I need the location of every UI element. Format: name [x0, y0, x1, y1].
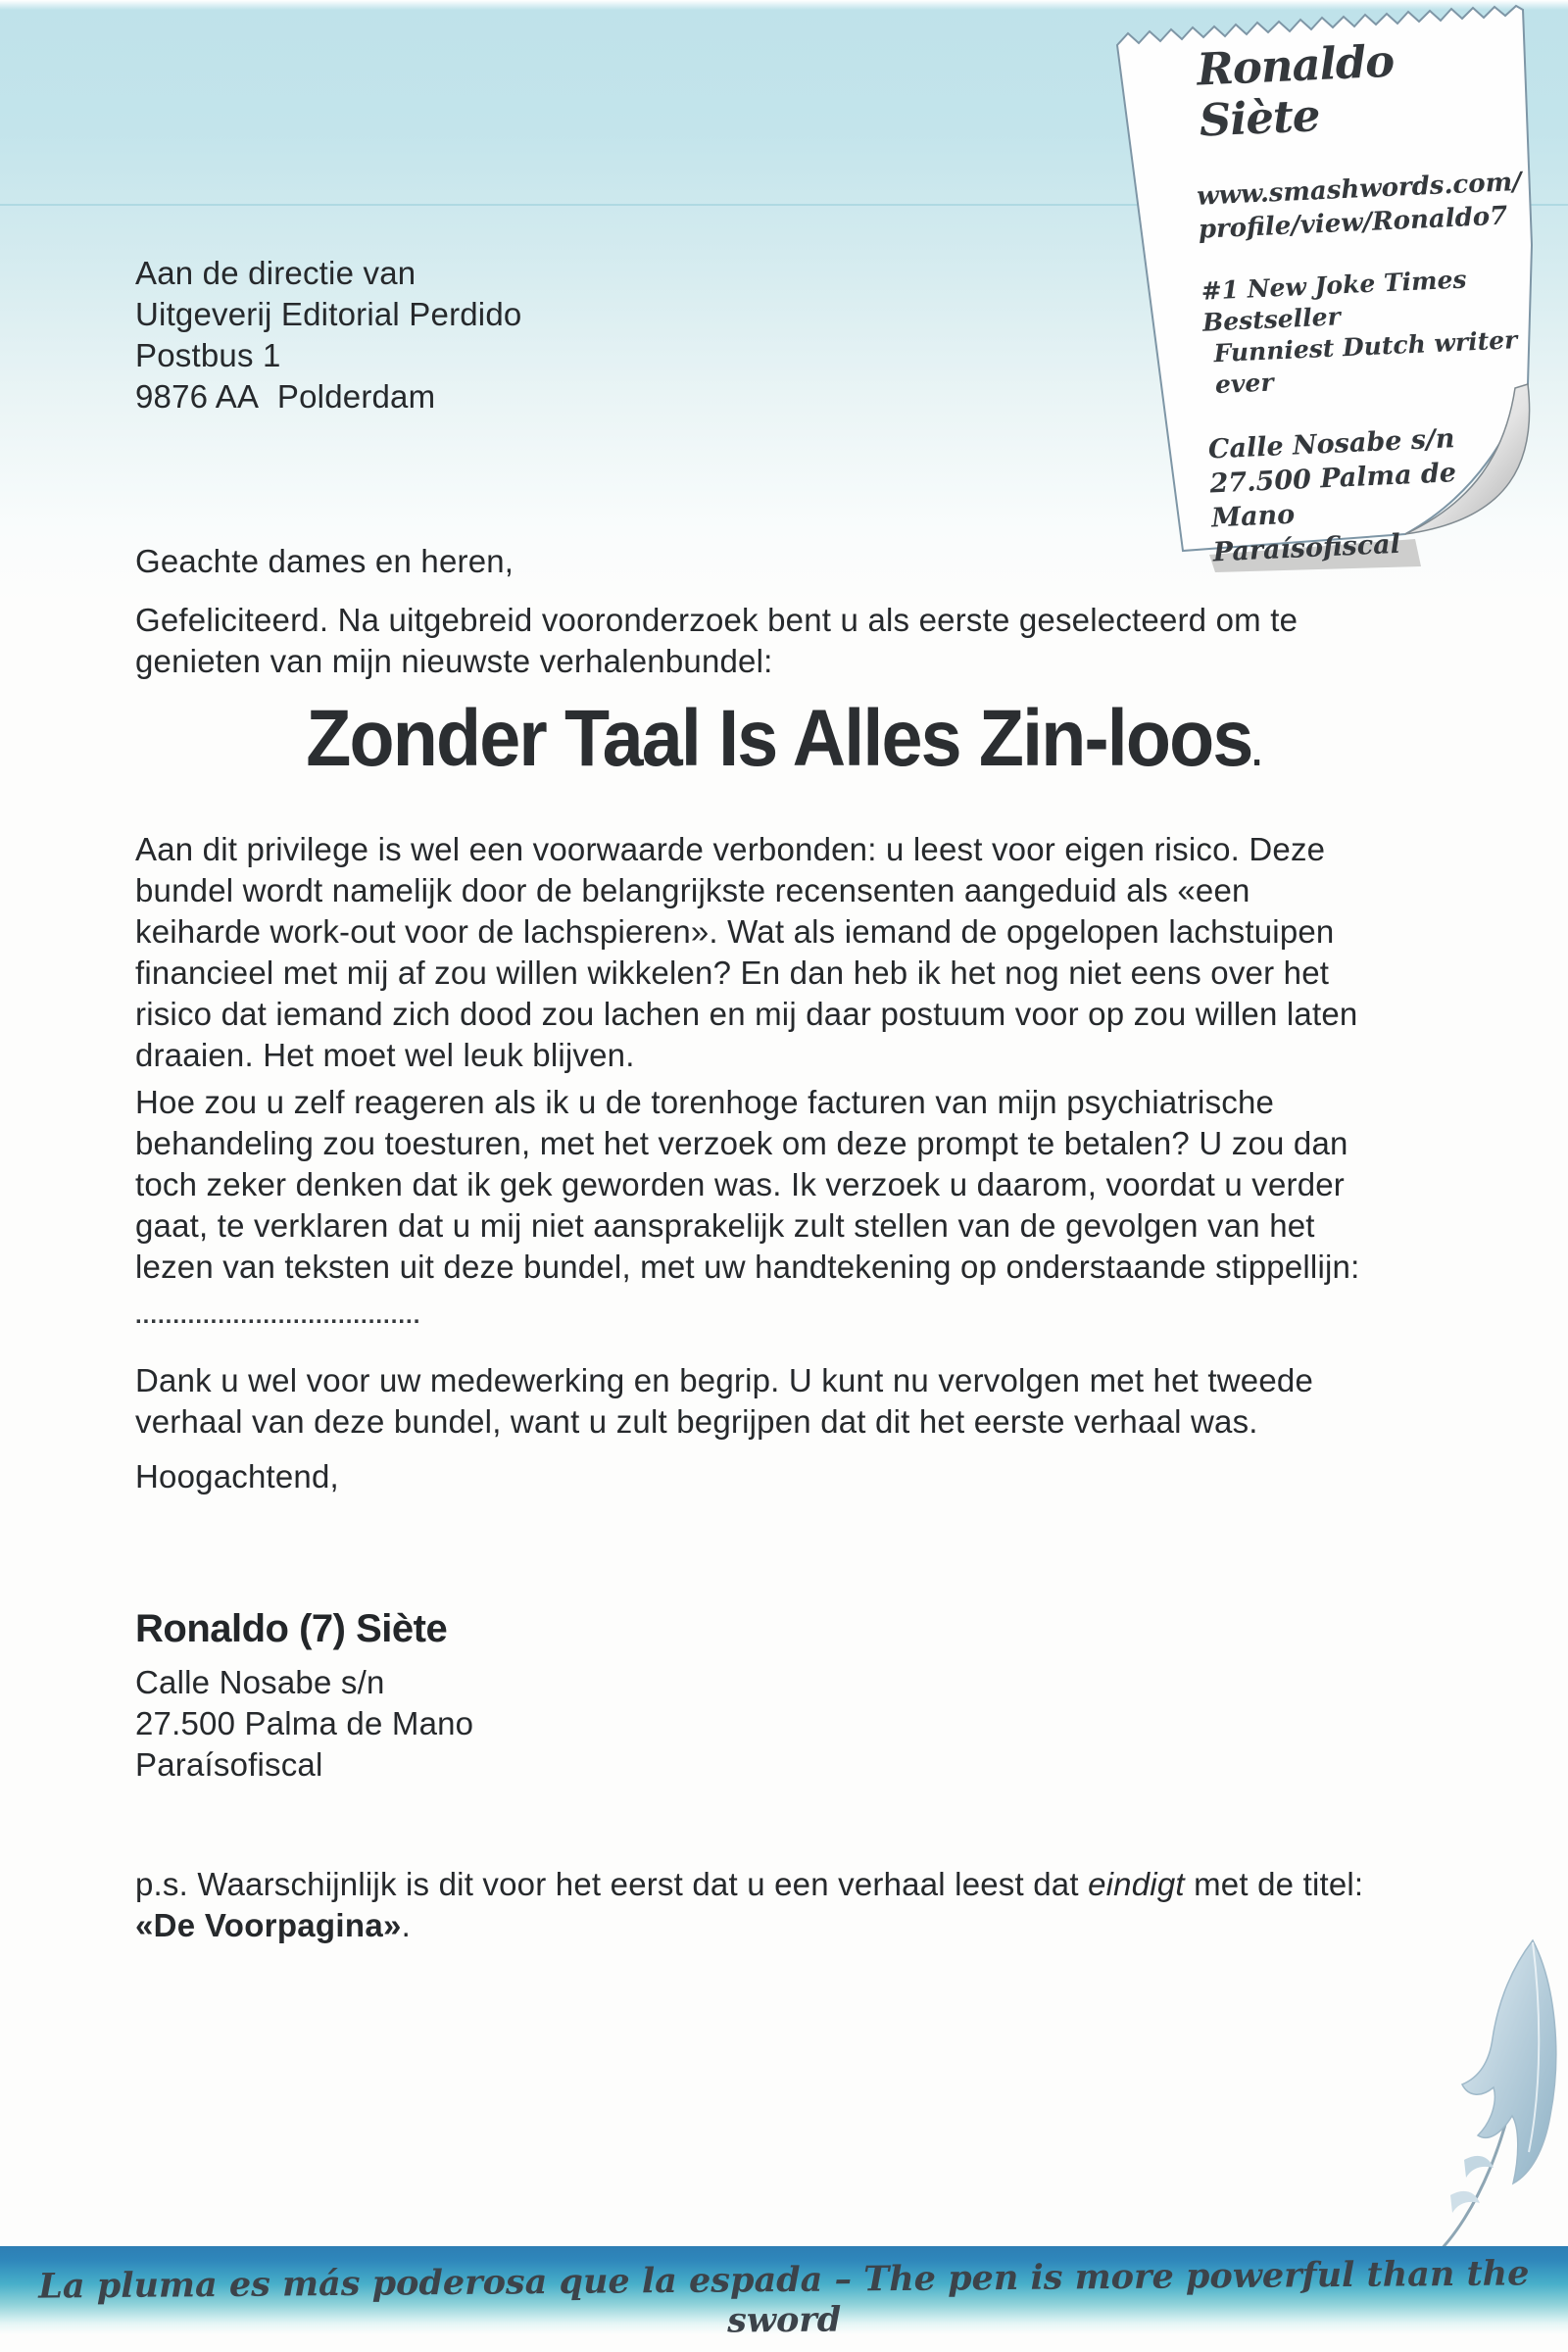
note-tagline-1: #1 New Joke Times Bestseller	[1200, 265, 1468, 337]
notepaper-text	[1190, 24, 1546, 570]
ps-suffix: met de titel:	[1184, 1866, 1364, 1902]
book-title-text: Zonder Taal Is Alles Zin-loos	[306, 694, 1252, 783]
feather-vane	[1462, 1940, 1556, 2183]
facturen-paragraph: Hoe zou u zelf reageren als ik u de torenhoge facturen van mijn psychiatrische behandeling zou toesturen, met het verzoek om deze prompt te betalen? U zou dan toch zeker denken dat ik gek geworden was. Ik verzoek u daarom, voordat u verder gaat, te verklaren dat u mij niet aansprakelijk zult stellen van de gevolgen van het lezen van teksten uit deze bundel, met uw handtekening op onderstaande stippellijn:	[135, 1084, 1360, 1285]
feather-tuft-2	[1450, 2191, 1480, 2213]
note-tagline-2: Funniest Dutch writer ever	[1212, 325, 1518, 400]
footer-banner	[0, 2246, 1568, 2341]
salutation: Geachte dames en heren,	[135, 543, 514, 579]
ps-italic-word: eindigt	[1088, 1866, 1185, 1902]
closing: Hoogachtend,	[135, 1458, 339, 1494]
recipient-address: Aan de directie van Uitgeverij Editorial Perdido Postbus 1 9876 AA Polderdam	[135, 255, 522, 415]
ps-period: .	[401, 1907, 412, 1943]
signature-address: Calle Nosabe s/n 27.500 Palma de Mano Paraísofiscal	[135, 1664, 474, 1783]
signature-name: Ronaldo (7) Siète	[135, 1607, 448, 1650]
ps-prefix: p.s. Waarschijnlijk is dit voor het eerst dat u een verhaal leest dat	[135, 1866, 1089, 1902]
book-title-period: .	[1251, 731, 1262, 774]
ps-line	[135, 1864, 1363, 1905]
note-address: Calle Nosabe s/n 27.500 Palma de Mano Paraísofiscal	[1207, 423, 1457, 568]
book-title	[63, 692, 1505, 800]
note-url: www.smashwords.com/ profile/view/Ronaldo7	[1196, 167, 1523, 245]
intro-paragraph: Gefeliciteerd. Na uitgebreid vooronderzoek bent u als eerste geselecteerd om te genieten van mijn nieuwste verhalenbundel:	[135, 602, 1298, 679]
notepaper	[1100, 0, 1558, 598]
ps-title-line	[135, 1905, 411, 1946]
feather-tuft-1	[1464, 2156, 1494, 2178]
thanks-paragraph: Dank u wel voor uw medewerking en begrip. U kunt nu vervolgen met het tweede verhaal van deze bundel, want u zult begrijpen dat dit het eerste verhaal was.	[135, 1362, 1314, 1440]
note-taglines	[1200, 261, 1539, 401]
feather-quill-icon	[1403, 1917, 1568, 2260]
privilege-paragraph: Aan dit privilege is wel een voorwaarde verbonden: u leest voor eigen risico. Deze bundel wordt namelijk door de belangrijkste recensenten aangeduid als «een keiharde work-out voor de lachspieren». Wat als iemand de opgelopen lachstuipen financieel met mij af zou willen wikkelen? En dan heb ik het nog niet eens over het risico dat iemand zich dood zou lachen en mij daar postuum voor op zou willen laten draaien. Het moet wel leuk blijven.	[135, 831, 1358, 1073]
signature-dotted-line: ......................................	[135, 1302, 421, 1329]
footer-motto: La pluma es más poderosa que la espada – The pen is more powerful than the sword	[38, 2253, 1530, 2341]
ps-bold-title: «De Voorpagina»	[135, 1907, 402, 1943]
note-author-name: Ronaldo Siète	[1196, 34, 1396, 147]
